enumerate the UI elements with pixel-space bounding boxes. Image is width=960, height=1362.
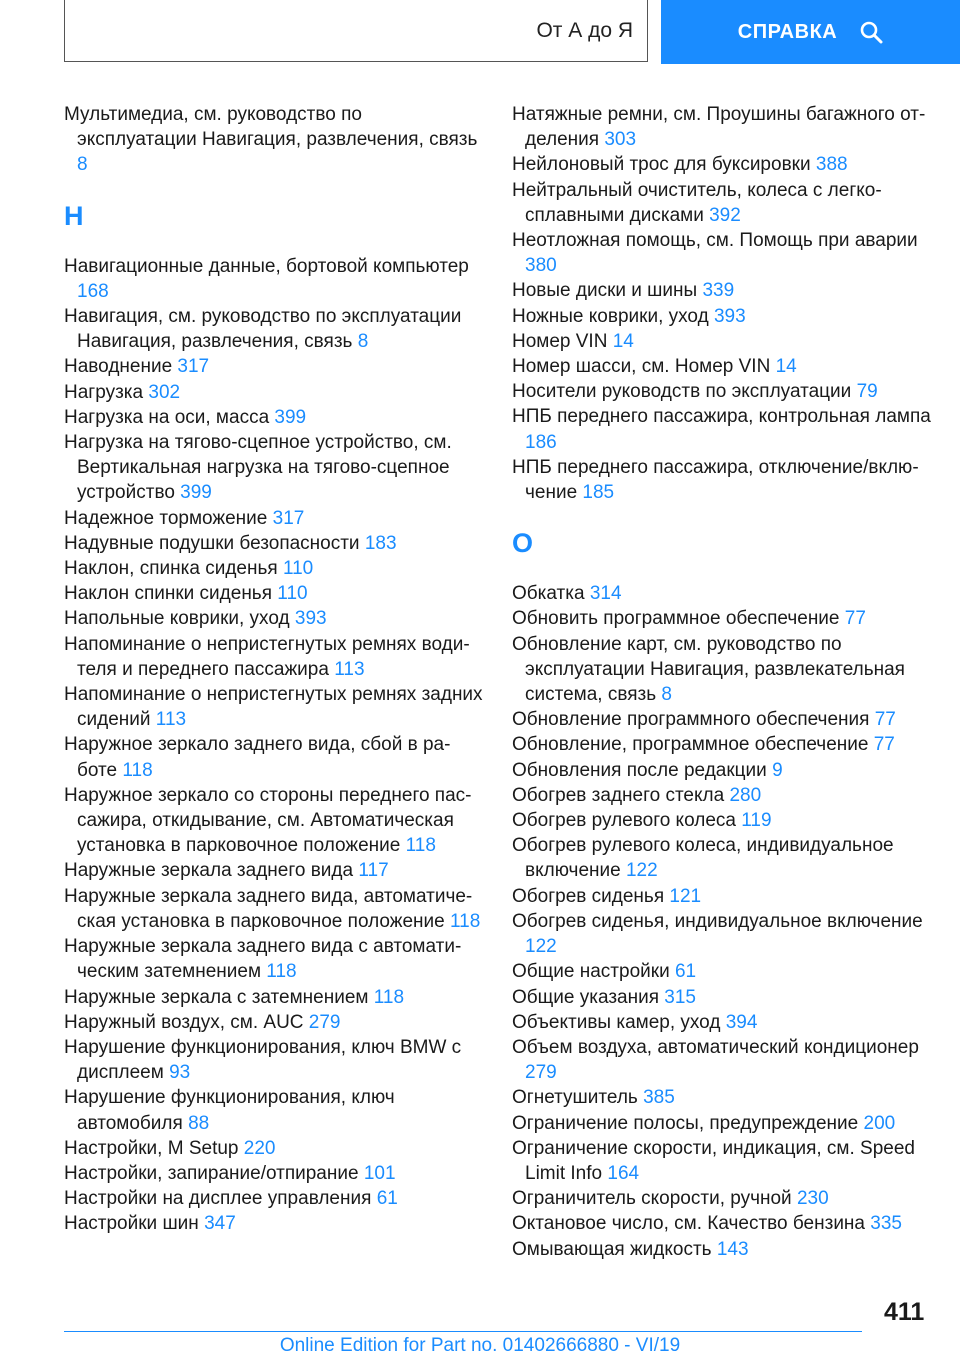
index-entry xyxy=(512,228,932,278)
index-entry-text: Напольные коврики, уход xyxy=(64,608,290,630)
index-page-link[interactable]: 113 xyxy=(155,709,187,731)
search-icon xyxy=(859,20,883,44)
index-page-link[interactable]: 394 xyxy=(725,1011,758,1033)
index-page-link[interactable]: 122 xyxy=(525,936,557,958)
index-page-link[interactable]: 77 xyxy=(874,709,896,731)
index-entry xyxy=(512,1211,932,1236)
index-entry xyxy=(512,732,932,757)
index-entry-text: Ограничение скорости, индикация, см. Speed Limit Info xyxy=(512,1137,915,1184)
tab-help[interactable] xyxy=(661,0,960,64)
index-page-link[interactable]: 220 xyxy=(243,1137,276,1159)
index-page-link[interactable]: 118 xyxy=(266,961,297,983)
index-entry-text: Нейтральный очиститель, колеса с легкосплавными дисками xyxy=(512,179,882,226)
page-number: 411 xyxy=(884,1298,925,1326)
index-page-link[interactable]: 200 xyxy=(863,1112,896,1134)
index-page-link[interactable]: 392 xyxy=(709,204,741,226)
index-page-link[interactable]: 118 xyxy=(405,835,436,857)
index-letter-heading: Н xyxy=(64,200,84,231)
index-page-link[interactable]: 393 xyxy=(294,608,327,630)
index-entry xyxy=(64,632,484,682)
index-entry-text: Наружное зеркало со стороны переднего пассажира, откидывание, см. Автоматическая установка в парковочное положение xyxy=(64,784,472,857)
index-entry-text: Обкатка xyxy=(512,583,585,605)
index-entry xyxy=(512,102,932,152)
index-entry xyxy=(512,1237,932,1262)
index-letter-heading: О xyxy=(512,528,534,559)
index-entry xyxy=(512,606,932,631)
index-page-link[interactable]: 118 xyxy=(449,910,481,932)
index-page-link[interactable]: 302 xyxy=(148,381,181,403)
index-page-link[interactable]: 230 xyxy=(796,1188,829,1210)
index-page-link[interactable]: 101 xyxy=(363,1162,396,1184)
index-entry xyxy=(512,884,932,909)
index-entry-text: Ограничитель скорости, ручной xyxy=(512,1188,792,1210)
index-entry-text: Объем воздуха, автоматический кондиционер xyxy=(512,1036,919,1058)
index-entry xyxy=(512,758,932,783)
index-entry-text: Номер VIN xyxy=(512,330,608,352)
index-entry-text: Настройки, M Setup xyxy=(64,1137,239,1159)
footer-edition: Online Edition for Part no. 01402666880 - VI/19 xyxy=(279,1335,681,1356)
tab-a-to-z-label: От А до Я xyxy=(536,18,633,42)
index-page-link[interactable]: 314 xyxy=(589,583,622,605)
index-entry xyxy=(64,430,484,506)
index-entry-text: Обновление карт, см. руководство по эксплуатации Навигация, развлекательная система, связь xyxy=(512,633,905,706)
index-page-link[interactable]: 8 xyxy=(77,154,88,176)
index-entry-text: Объективы камер, уход xyxy=(512,1011,721,1033)
index-entry xyxy=(64,783,484,859)
index-entry xyxy=(64,1136,484,1161)
index-entry-text: Напоминание о непристегнутых ремнях задних сидений xyxy=(64,684,483,731)
index-entry-text: Нейлоновый трос для буксировки xyxy=(512,154,811,176)
index-page-link[interactable]: 88 xyxy=(188,1112,210,1134)
index-entry-text: НПБ переднего пассажира, отключение/включение xyxy=(512,456,919,504)
index-page-link[interactable]: 8 xyxy=(661,684,672,706)
index-entry xyxy=(64,581,484,606)
index-entry-text: Носители руководств по эксплуатации xyxy=(512,381,852,403)
footer-divider xyxy=(64,1331,862,1332)
index-entry xyxy=(64,531,484,556)
index-page-link[interactable]: 347 xyxy=(204,1213,236,1235)
index-entry-text: Наклон, спинка сиденья xyxy=(64,558,278,580)
index-entry xyxy=(512,379,932,404)
index-entry xyxy=(512,152,932,177)
index-page-link[interactable]: 164 xyxy=(607,1162,640,1184)
index-entry-text: Навигационные данные, бортовой компьютер xyxy=(64,255,469,277)
index-entry xyxy=(512,1186,932,1211)
index-entry-text: Обогрев рулевого колеса xyxy=(512,810,736,832)
index-entry-text: Наводнение xyxy=(64,356,173,378)
index-page-link[interactable]: 9 xyxy=(772,759,783,781)
index-page-link[interactable]: 14 xyxy=(612,330,634,352)
index-entry-text: Надувные подушки безопасности xyxy=(64,532,360,554)
index-entry-text: Ограничение полосы, предупреждение xyxy=(512,1112,859,1134)
index-entry xyxy=(512,909,932,959)
index-entry-text: Обновление, программное обеспечение xyxy=(512,734,869,756)
index-entry xyxy=(512,985,932,1010)
index-page-link[interactable]: 168 xyxy=(77,280,109,302)
index-entry-text: Обновления после редакции xyxy=(512,759,767,781)
index-entry-text: Мультимедиа, см. руководство по эксплуатации Навигация, развлечения, связь xyxy=(64,104,478,151)
index-page-link[interactable]: 339 xyxy=(702,280,735,302)
index-page-link[interactable]: 186 xyxy=(525,431,557,453)
index-page-link[interactable]: 315 xyxy=(664,986,696,1008)
index-entry xyxy=(512,278,932,303)
index-entry xyxy=(64,556,484,581)
index-page-link[interactable]: 399 xyxy=(180,482,212,504)
index-entry xyxy=(64,732,484,782)
index-page-link[interactable]: 14 xyxy=(775,356,797,378)
index-page-link[interactable]: 143 xyxy=(716,1238,749,1260)
index-entry xyxy=(64,1035,484,1085)
index-entry xyxy=(64,934,484,984)
index-page-link[interactable]: 79 xyxy=(856,381,878,403)
index-entry-text: Общие настройки xyxy=(512,961,670,983)
index-entry xyxy=(512,178,932,228)
index-entry xyxy=(512,1136,932,1186)
index-entry xyxy=(512,808,932,833)
index-entry xyxy=(512,783,932,808)
index-page-link[interactable]: 61 xyxy=(376,1188,398,1210)
index-entry xyxy=(512,354,932,379)
index-page-link[interactable]: 61 xyxy=(674,961,697,983)
index-entry xyxy=(512,1111,932,1136)
index-entry xyxy=(64,405,484,430)
index-entry-text: Наружное зеркало заднего вида, сбой в работе xyxy=(64,734,451,781)
index-page-link[interactable]: 110 xyxy=(282,558,314,580)
index-entry-text: Неотложная помощь, см. Помощь при аварии xyxy=(512,230,918,252)
index-entry-text: Наружный воздух, см. AUC xyxy=(64,1011,304,1033)
index-entry xyxy=(64,1186,484,1211)
index-entry xyxy=(512,833,932,883)
index-entry xyxy=(64,985,484,1010)
index-entry-text: Настройки шин xyxy=(64,1213,199,1235)
tab-a-to-z[interactable] xyxy=(64,0,648,62)
index-entry-text: Новые диски и шины xyxy=(512,280,698,302)
index-entry-text: Нагрузка на тягово-сцепное устройство, см. Вертикальная нагрузка на тягово-сцепное устройство xyxy=(64,432,452,504)
index-entry-text: Обогрев сиденья xyxy=(512,885,665,907)
index-page-link[interactable]: 317 xyxy=(272,507,305,529)
index-entry xyxy=(512,455,932,505)
index-page-link[interactable]: 303 xyxy=(604,129,637,151)
index-page-link[interactable]: 399 xyxy=(274,406,307,428)
tab-help-label: СПРАВКА xyxy=(737,20,838,43)
index-page-link[interactable]: 185 xyxy=(582,482,615,504)
index-page-link[interactable]: 385 xyxy=(643,1087,675,1109)
index-entry xyxy=(64,304,484,354)
index-entry xyxy=(512,329,932,354)
index-entry-text: Огнетушитель xyxy=(512,1087,638,1109)
index-entry xyxy=(64,254,484,304)
index-entry xyxy=(64,1010,484,1035)
index-entry xyxy=(512,1010,932,1035)
index-entry-text: Нарушение функционирования, ключ автомобиля xyxy=(64,1087,395,1134)
index-entry-text: Наклон спинки сиденья xyxy=(64,583,272,605)
index-entry-text: Обогрев рулевого колеса, индивидуальное включение xyxy=(512,835,894,882)
index-page-link[interactable]: 118 xyxy=(373,986,405,1008)
index-entry-text: Обогрев заднего стекла xyxy=(512,784,725,806)
index-entry-text: Обогрев сиденья, индивидуальное включение xyxy=(512,910,923,932)
index-page-link[interactable]: 279 xyxy=(308,1011,341,1033)
index-entry xyxy=(512,304,932,329)
index-page-link[interactable]: 117 xyxy=(358,860,389,882)
index-entry-text: Обновление программного обеспечения xyxy=(512,709,870,731)
index-page-link[interactable]: 183 xyxy=(364,532,397,554)
index-entry xyxy=(512,1035,932,1085)
index-entry-text: Натяжные ремни, см. Проушины багажного отделения xyxy=(512,104,926,151)
index-entry-text: Нагрузка xyxy=(64,381,144,403)
index-entry-text: Наружные зеркала с затемнением xyxy=(64,986,369,1008)
index-entry xyxy=(64,506,484,531)
index-entry-text: Напоминание о непристегнутых ремнях водителя и переднего пассажира xyxy=(64,633,470,680)
index-entry xyxy=(64,884,484,934)
index-page-link[interactable]: 77 xyxy=(873,734,895,756)
index-entry xyxy=(64,354,484,379)
index-entry-text: Наружные зеркала заднего вида с автоматическим затемнением xyxy=(64,936,462,983)
index-entry-text: Ножные коврики, уход xyxy=(512,305,709,327)
index-entry xyxy=(64,1161,484,1186)
index-entry-text: Нагрузка на оси, масса xyxy=(64,406,270,428)
top-navigation xyxy=(0,0,960,66)
index-entry xyxy=(512,959,932,984)
index-page-link[interactable]: 121 xyxy=(669,885,702,907)
index-page-link[interactable]: 122 xyxy=(625,860,658,882)
index-entry-text: Номер шасси, см. Номер VIN xyxy=(512,356,771,378)
index-page-link[interactable]: 280 xyxy=(729,784,762,806)
index-page-link[interactable]: 388 xyxy=(815,154,848,176)
index-column-right xyxy=(512,102,932,1262)
index-entry xyxy=(64,606,484,631)
index-entry xyxy=(512,632,932,708)
index-page-link[interactable]: 77 xyxy=(844,608,866,630)
index-page-link[interactable]: 279 xyxy=(525,1062,557,1084)
index-page-link[interactable]: 393 xyxy=(713,305,746,327)
index-entry-text: Наружные зеркала заднего вида xyxy=(64,860,354,882)
index-entry-text: Нарушение функционирования, ключ BMW с дисплеем xyxy=(64,1036,462,1084)
index-entry-text: Омывающая жидкость xyxy=(512,1238,712,1260)
index-entry xyxy=(512,581,932,606)
index-page-link[interactable]: 317 xyxy=(177,356,210,378)
index-entry xyxy=(64,380,484,405)
index-entry-text: Настройки на дисплее управления xyxy=(64,1188,372,1210)
index-entry xyxy=(64,1211,484,1236)
index-page-link[interactable]: 119 xyxy=(741,810,772,832)
index-entry xyxy=(64,102,484,178)
index-entry-text: Настройки, запирание/отпирание xyxy=(64,1162,359,1184)
index-entry xyxy=(64,682,484,732)
index-page-link[interactable]: 110 xyxy=(277,583,308,605)
index-page-link[interactable]: 113 xyxy=(334,658,365,680)
index-entry-text: Общие указания xyxy=(512,986,660,1008)
index-page-link[interactable]: 93 xyxy=(169,1062,191,1084)
index-entry xyxy=(64,1085,484,1135)
index-page-link[interactable]: 335 xyxy=(870,1213,902,1235)
index-entry-text: Октановое число, см. Качество бензина xyxy=(512,1213,865,1235)
index-entry-text: Навигация, см. руководство по эксплуатации Навигация, развлечения, связь xyxy=(64,306,462,353)
index-entry xyxy=(512,404,932,454)
index-column-left xyxy=(64,102,484,1237)
index-entry xyxy=(512,1085,932,1110)
index-entry xyxy=(512,707,932,732)
index-page-link[interactable]: 8 xyxy=(357,331,369,353)
index-entry xyxy=(64,858,484,883)
index-page-link[interactable]: 380 xyxy=(525,255,557,277)
index-entry-text: Надежное торможение xyxy=(64,507,268,529)
index-entry-text: Наружные зеркала заднего вида, автоматическая установка в парковочное положение xyxy=(64,885,473,932)
index-entry-text: Обновить программное обеспечение xyxy=(512,608,840,630)
index-entry-text: НПБ переднего пассажира, контрольная лампа xyxy=(512,406,931,428)
index-page-link[interactable]: 118 xyxy=(122,759,153,781)
